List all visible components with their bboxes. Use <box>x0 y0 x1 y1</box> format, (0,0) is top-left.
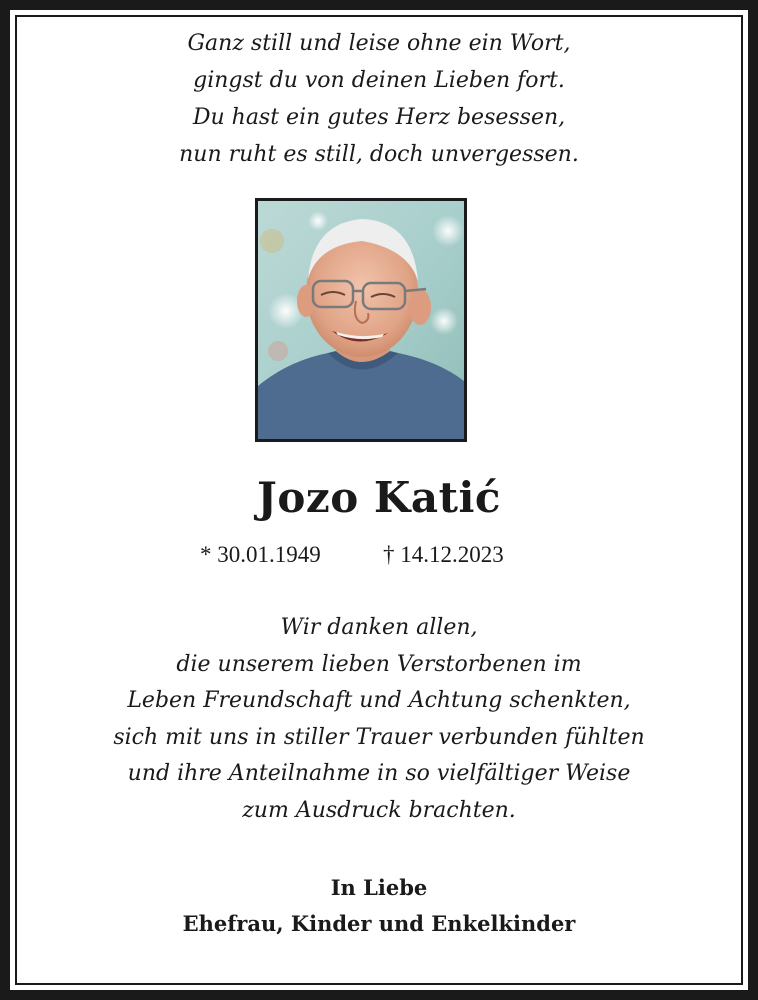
birth-date: * 30.01.1949 <box>200 542 321 567</box>
signoff-greeting: In Liebe <box>330 875 428 900</box>
poem-line: Du hast ein gutes Herz besessen, <box>192 105 566 130</box>
signoff-family: Ehefrau, Kinder und Enkelkinder <box>182 911 576 936</box>
thanks-line: Wir danken allen, <box>280 615 478 640</box>
thanks-line: die unserem lieben Verstorbenen im <box>176 651 582 677</box>
deceased-name: Jozo Katić <box>256 473 502 522</box>
poem-line: gingst du von deinen Lieben fort. <box>193 68 565 93</box>
portrait-image <box>258 201 464 439</box>
thanks-line: sich mit uns in stiller Trauer verbunden fühlten <box>113 724 645 750</box>
poem-line: nun ruht es still, doch unvergessen. <box>179 142 579 167</box>
thanks-line: zum Ausdruck brachten. <box>242 797 516 823</box>
family-signoff <box>0 870 758 942</box>
thank-you-text <box>0 610 758 829</box>
thanks-line: Leben Freundschaft und Achtung schenkten, <box>127 688 631 713</box>
poem-line: Ganz still und leise ohne ein Wort, <box>187 31 571 56</box>
death-date: † 14.12.2023 <box>383 542 504 567</box>
memorial-poem <box>0 25 758 173</box>
thanks-line: und ihre Anteilnahme in so vielfältiger Weise <box>127 761 631 786</box>
portrait-photo <box>255 198 467 442</box>
